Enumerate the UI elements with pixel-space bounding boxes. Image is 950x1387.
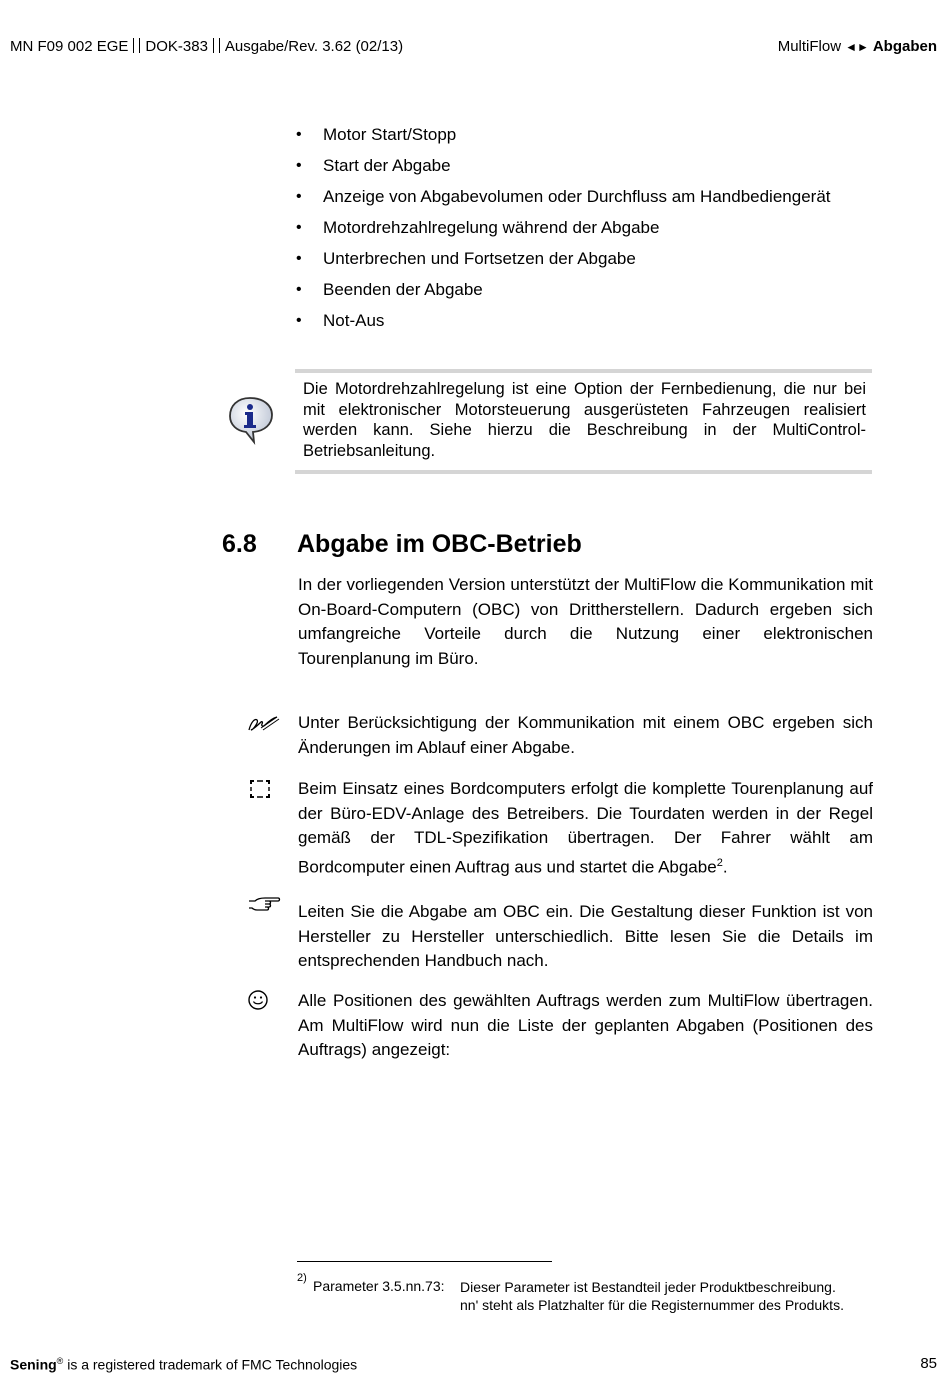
action-text: Leiten Sie die Abgabe am OBC ein. Die Gestaltung dieser Funktion ist von Hersteller zu Hersteller unterschiedlich. Bitte lesen Sie die Details im entsprechenden Handbuch nach. (298, 902, 873, 970)
list-item: • Start der Abgabe (296, 155, 831, 186)
list-item: • Anzeige von Abgabevolumen oder Durchfluss am Handbediengerät (296, 186, 831, 217)
dok-number: DOK-383 (145, 38, 208, 55)
list-item: • Unterbrechen und Fortsetzen der Abgabe (296, 248, 831, 279)
list-item: • Motor Start/Stopp (296, 124, 831, 155)
product-name: MultiFlow (777, 38, 842, 55)
header-doc-info (10, 38, 403, 55)
footnote-ref: 2 (716, 856, 723, 869)
footnote-line: Dieser Parameter ist Bestandteil jeder Produktbeschreibung. (460, 1279, 836, 1295)
page-number: 85 (920, 1355, 937, 1372)
doc-id: MN F09 002 EGE (10, 38, 129, 55)
trademark-text: is a registered trademark of FMC Technologies (63, 1356, 358, 1373)
footer-trademark (10, 1356, 357, 1373)
separator (213, 38, 220, 53)
separator (133, 38, 140, 53)
context-text-body: Beim Einsatz eines Bordcomputers erfolgt die komplette Tourenplanung auf der Büro-EDV-Anlage des Betreibers. Die Tourdaten werden in der Regel gemäß der TDL-Spezifikation übertragen. Der Fahrer wählt am Bordcomputer einen Auftrag aus und startet die Abgabe (298, 779, 873, 877)
footnote-divider (297, 1261, 552, 1262)
feature-list (296, 124, 831, 341)
registered-mark: ® (56, 1356, 64, 1366)
note-text: Die Motordrehzahlregelung ist eine Option der Fernbedienung, die nur bei mit elektronischer Motorsteuerung ausgerüsteten Fahrzeugen realisiert werden kann. Siehe hierzu die Beschreibung in der MultiControl-Betriebsanleitung. (303, 380, 866, 460)
smiley-icon (247, 989, 269, 1011)
header-chapter (778, 38, 937, 55)
footnote-label: Parameter 3.5.nn.73: (313, 1278, 445, 1294)
section-title: Abgabe im OBC-Betrieb (297, 530, 582, 558)
list-item: • Beenden der Abgabe (296, 279, 831, 310)
context-text-end: . (722, 857, 728, 877)
notice-text: Unter Berücksichtigung der Kommunikation mit einem OBC ergeben sich Änderungen im Ablauf einer Abgabe. (298, 713, 873, 757)
context-frame-icon (247, 778, 273, 800)
list-item: • Not-Aus (296, 310, 831, 341)
brand-name: Sening (10, 1356, 57, 1373)
revision: Ausgabe/Rev. 3.62 (02/13) (224, 38, 404, 55)
footnote-text (460, 1278, 844, 1314)
context-text (298, 777, 873, 880)
footnote-line: nn' steht als Platzhalter für die Registernummer des Produkts. (460, 1297, 844, 1313)
chapter-name: Abgaben (872, 38, 937, 55)
info-speech-bubble-icon (228, 395, 274, 445)
result-text: Alle Positionen des gewählten Auftrags werden zum MultiFlow übertragen. Am MultiFlow wird nun die Liste der geplanten Abgaben (Positionen des Auftrags) angezeigt: (298, 991, 873, 1059)
section-intro: In der vorliegenden Version unterstützt der MultiFlow die Kommunikation mit On-Board-Computern (OBC) von Drittherstellern. Dadurch ergeben sich umfangreiche Vorteile durch die Nutzung einer elektronischen Tourenplanung im Büro. (298, 575, 873, 668)
footnote-mark: 2) (297, 1272, 307, 1284)
list-item: • Motordrehzahlregelung während der Abgabe (296, 217, 831, 248)
notice-pen-icon (247, 714, 281, 736)
section-number: 6.8 (222, 530, 257, 558)
pointing-hand-icon (247, 895, 281, 917)
nav-arrows-icon: ◄► (845, 40, 869, 54)
